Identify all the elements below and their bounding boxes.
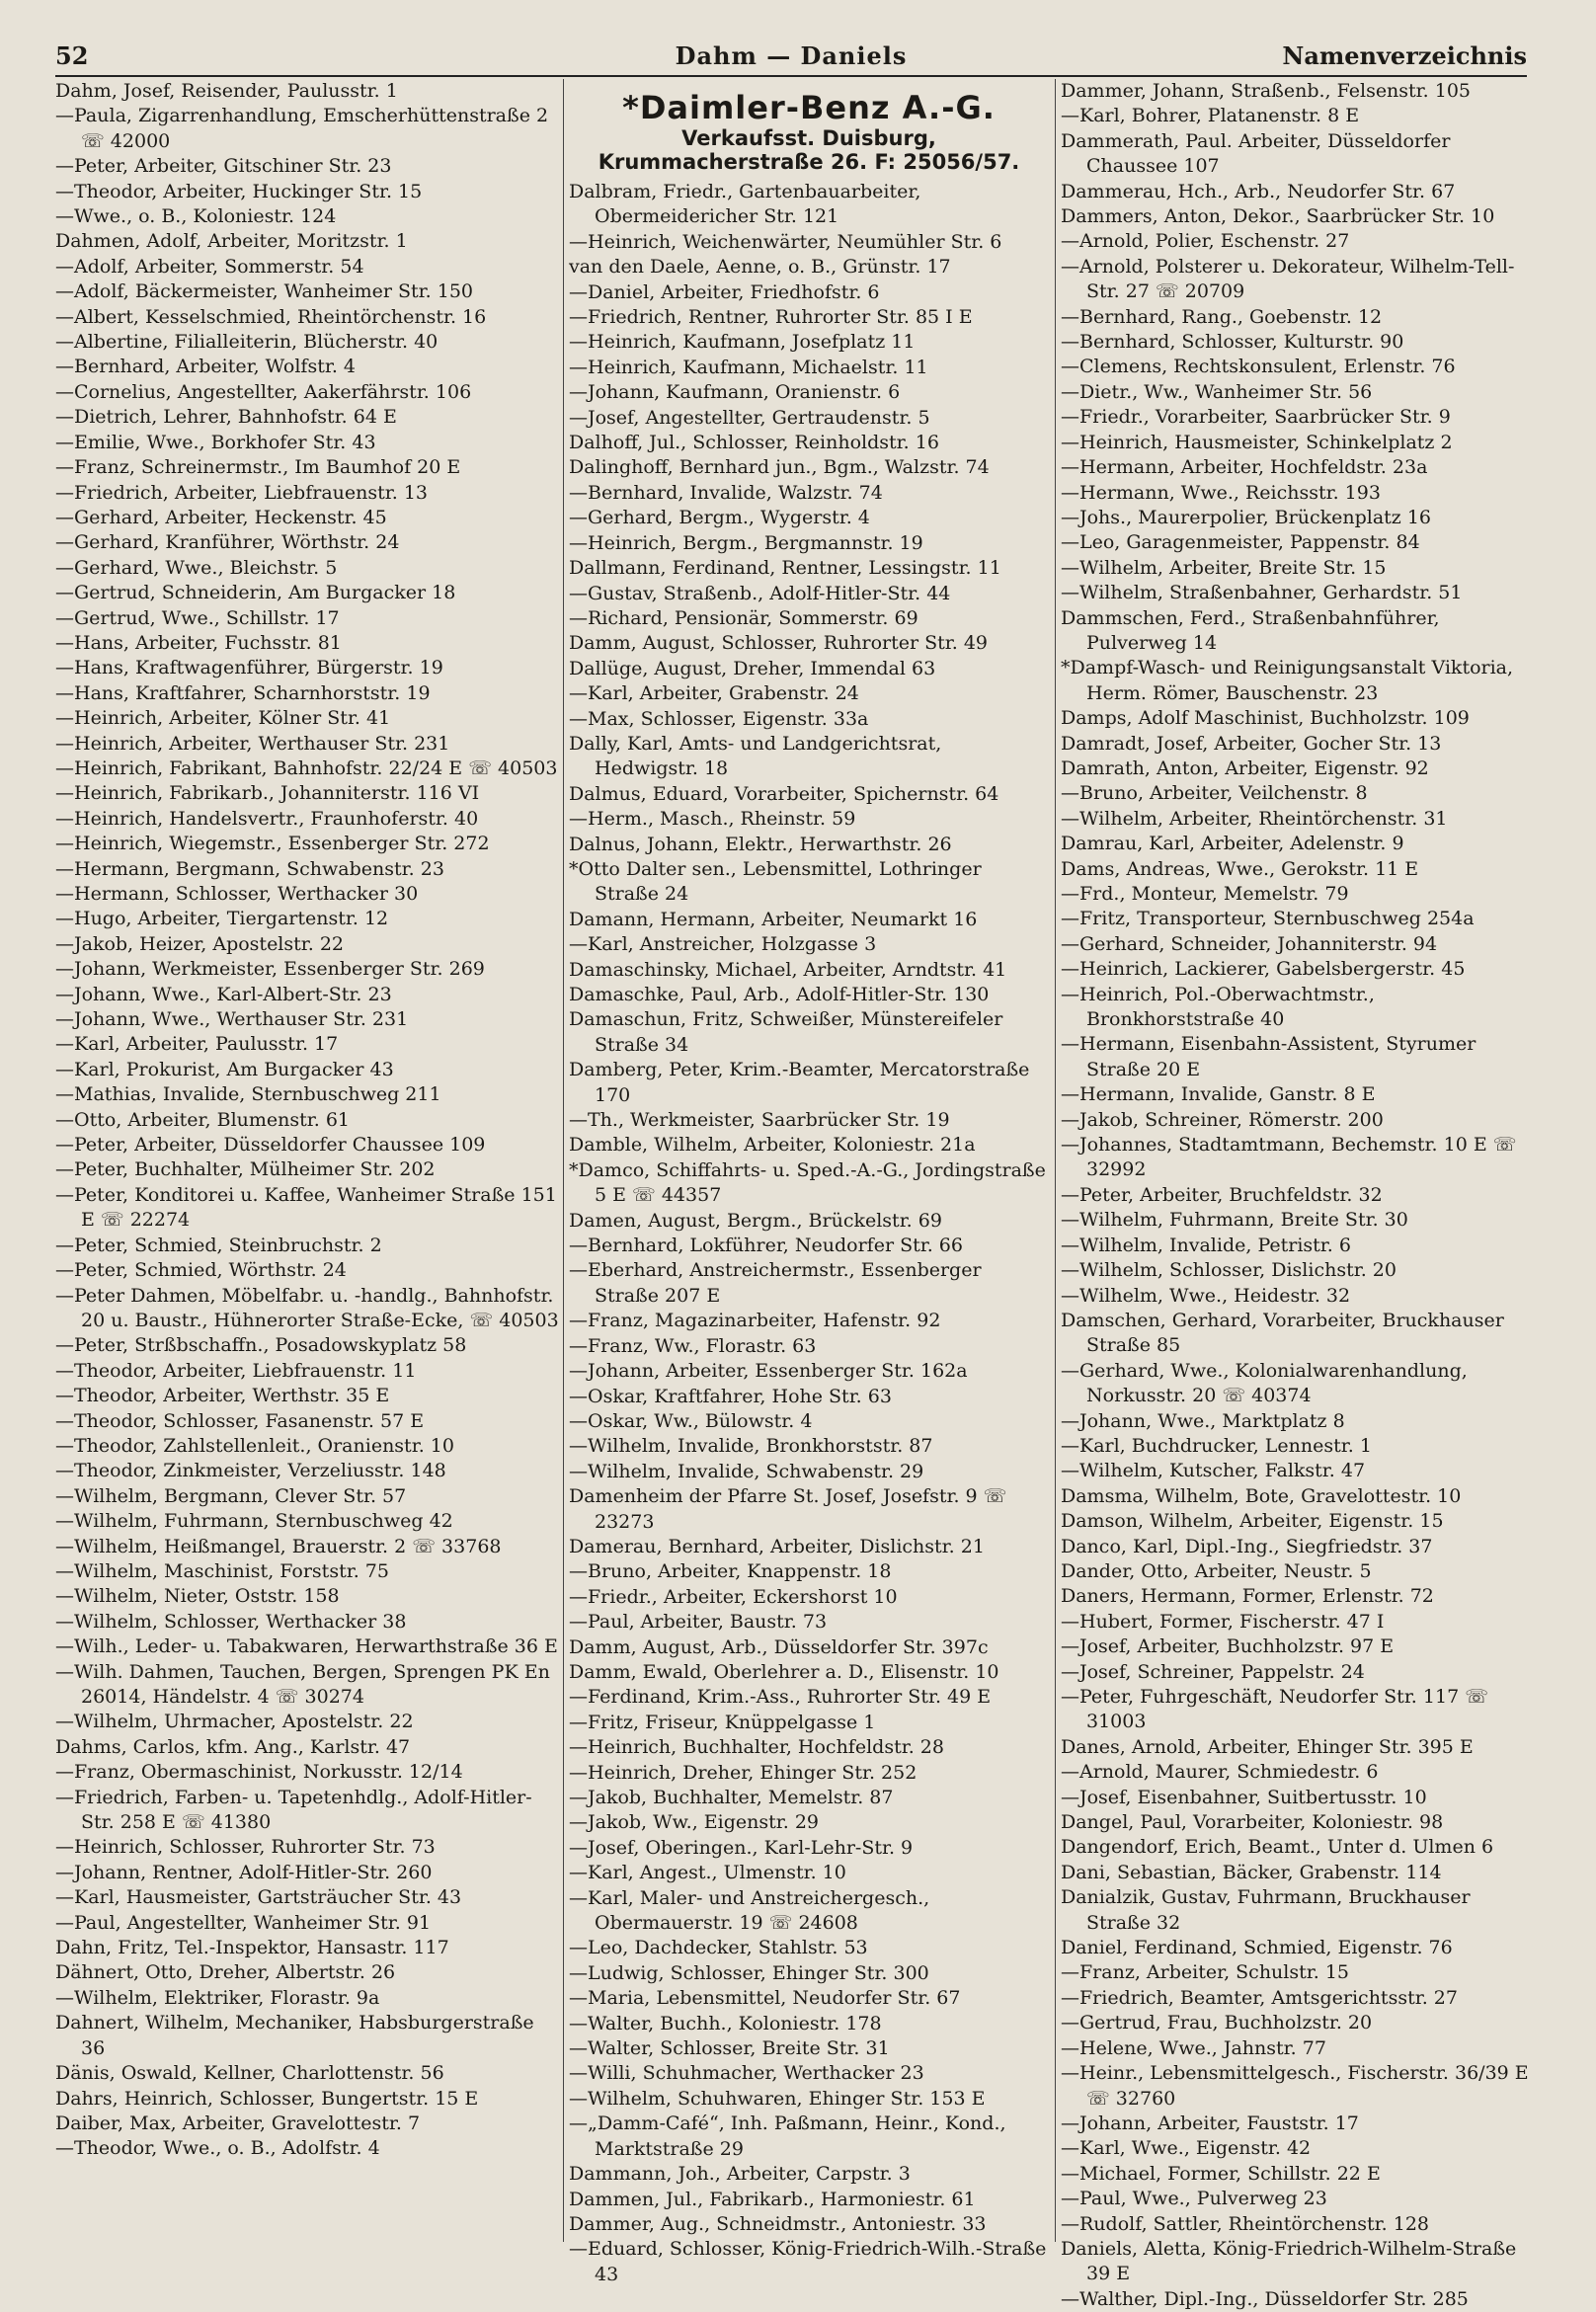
directory-entry: —Friedrich, Beamter, Amtsgerichtsstr. 27: [1061, 1986, 1458, 2009]
directory-entry: —Karl, Prokurist, Am Burgacker 43: [55, 1058, 394, 1080]
directory-entry: Damm, Ewald, Oberlehrer a. D., Elisenstr. 10: [569, 1660, 999, 1683]
directory-entry: —Franz, Arbeiter, Schulstr. 15: [1061, 1961, 1350, 1984]
directory-entry: —Karl, Wwe., Eigenstr. 42: [1061, 2137, 1312, 2160]
directory-entry: —Karl, Hausmeister, Gartsträucher Str. 43: [55, 1886, 462, 1909]
directory-entry: —Gertrud, Wwe., Schillstr. 17: [55, 606, 340, 629]
directory-entry: —Wilhelm, Fuhrmann, Breite Str. 30: [1061, 1209, 1408, 1232]
directory-entry: Damenheim der Pfarre St. Josef, Josefstr. 9 ☏ 23273: [569, 1485, 1007, 1533]
directory-entry: —Franz, Obermaschinist, Norkusstr. 12/14: [55, 1761, 463, 1784]
directory-entry: Damps, Adolf Maschinist, Buchholzstr. 109: [1061, 707, 1470, 730]
ad-address: Verkaufsst. Duisburg, Krummacherstraße 26. F: 25056/57.: [598, 126, 1020, 174]
directory-entry: —Heinrich, Pol.-Oberwachtmstr., Bronkhorststraße 40: [1061, 983, 1375, 1031]
directory-entry: Danco, Karl, Dipl.-Ing., Siegfriedstr. 37: [1061, 1535, 1433, 1557]
directory-entry: —Wilhelm, Arbeiter, Breite Str. 15: [1061, 556, 1387, 579]
directory-entry: —Gertrud, Schneiderin, Am Burgacker 18: [55, 582, 456, 604]
directory-entry: —Wilhelm, Heißmangel, Brauerstr. 2 ☏ 33768: [55, 1535, 502, 1557]
directory-entry: —Hugo, Arbeiter, Tiergartenstr. 12: [55, 908, 389, 930]
directory-entry: —Eberhard, Anstreichermstr., Essenberger Straße 207 E: [569, 1259, 982, 1307]
directory-entry: —Gerhard, Wwe., Kolonialwarenhandlung, Norkusstr. 20 ☏ 40374: [1061, 1359, 1468, 1407]
directory-entry: —Friedrich, Farben- u. Tapetenhdlg., Adolf-Hitler-Str. 258 E ☏ 41380: [55, 1786, 532, 1834]
directory-entry: —Wilhelm, Invalide, Schwabenstr. 29: [569, 1460, 924, 1482]
directory-entry: —Wilhelm, Schlosser, Werthacker 38: [55, 1610, 407, 1633]
directory-entry: —Hermann, Bergmann, Schwabenstr. 23: [55, 857, 444, 880]
directory-entry: —Albert, Kesselschmied, Rheintörchenstr. 16: [55, 305, 487, 328]
directory-entry: —Heinrich, Wiegemstr., Essenberger Str. 272: [55, 833, 490, 855]
directory-entry: Dani, Sebastian, Bäcker, Grabenstr. 114: [1061, 1861, 1442, 1883]
directory-entry: —Wilhelm, Straßenbahner, Gerhardstr. 51: [1061, 582, 1463, 604]
directory-entry: Damrau, Karl, Arbeiter, Adelenstr. 9: [1061, 833, 1404, 855]
directory-entry: —Johann, Rentner, Adolf-Hitler-Str. 260: [55, 1861, 433, 1883]
directory-entry: Damaschun, Fritz, Schweißer, Münstereifeler Straße 34: [569, 1008, 1003, 1056]
directory-entry: Dams, Andreas, Wwe., Gerokstr. 11 E: [1061, 857, 1419, 880]
directory-entry: —Theodor, Arbeiter, Liebfrauenstr. 11: [55, 1359, 417, 1382]
directory-entry: Dammschen, Ferd., Straßenbahnführer, Pulverweg 14: [1061, 606, 1440, 654]
column-2: [569, 79, 1049, 2285]
directory-entry: —Peter, Arbeiter, Düsseldorfer Chaussee 109: [55, 1134, 486, 1156]
directory-entry: —Josef, Angestellter, Gertraudenstr. 5: [569, 406, 930, 429]
ad-company-name: *Daimler-Benz A.-G.: [622, 89, 996, 126]
directory-entry: Damaschinsky, Michael, Arbeiter, Arndtstr. 41: [569, 958, 1007, 981]
directory-entry: —Hermann, Schlosser, Werthacker 30: [55, 883, 419, 905]
directory-entry: —Friedrich, Arbeiter, Liebfrauenstr. 13: [55, 481, 429, 504]
entry-list-2: [569, 180, 1049, 2287]
directory-entry: —Johann, Werkmeister, Essenberger Str. 269: [55, 958, 485, 981]
directory-entry: Dallüge, August, Dreher, Immendal 63: [569, 657, 936, 679]
directory-entry: —Theodor, Wwe., o. B., Adolfstr. 4: [55, 2137, 380, 2160]
directory-entry: —Jakob, Heizer, Apostelstr. 22: [55, 932, 345, 955]
directory-entry: Dammers, Anton, Dekor., Saarbrücker Str. 10: [1061, 205, 1495, 228]
directory-entry: —Karl, Anstreicher, Holzgasse 3: [569, 933, 877, 956]
directory-entry: —Hubert, Former, Fischerstr. 47 I: [1061, 1610, 1385, 1633]
directory-entry: —Richard, Pensionär, Sommerstr. 69: [569, 606, 918, 629]
directory-entry: Dander, Otto, Arbeiter, Neustr. 5: [1061, 1559, 1372, 1582]
directory-entry: Dangel, Paul, Vorarbeiter, Koloniestr. 98: [1061, 1811, 1444, 1834]
directory-entry: Dalbram, Friedr., Gartenbauarbeiter, Obermeidericher Str. 121: [569, 181, 921, 228]
directory-entry: —Hermann, Wwe., Reichsstr. 193: [1061, 481, 1381, 504]
directory-entry: —Fritz, Transporteur, Sternbuschweg 254a: [1061, 908, 1475, 930]
directory-entry: —Franz, Ww., Florastr. 63: [569, 1334, 817, 1357]
directory-entry: —Wilhelm, Bergmann, Clever Str. 57: [55, 1484, 407, 1507]
directory-entry: Dammen, Jul., Fabrikarb., Harmoniestr. 61: [569, 2188, 976, 2210]
directory-entry: —Cornelius, Angestellter, Aakerfährstr. 106: [55, 380, 472, 403]
directory-entry: —Heinrich, Bergm., Bergmannstr. 19: [569, 531, 923, 554]
directory-entry: Daners, Hermann, Former, Erlenstr. 72: [1061, 1585, 1434, 1608]
directory-entry: —Paul, Arbeiter, Baustr. 73: [569, 1611, 828, 1634]
directory-entry: —Mathias, Invalide, Sternbuschweg 211: [55, 1083, 441, 1106]
daimler-benz-advertisement: [569, 89, 1049, 174]
directory-entry: Damschen, Gerhard, Vorarbeiter, Bruckhauser Straße 85: [1061, 1309, 1504, 1357]
directory-entry: Daiber, Max, Arbeiter, Gravelottestr. 7: [55, 2112, 421, 2134]
section-title: Namenverzeichnis: [1282, 41, 1527, 70]
directory-entry: Dähnert, Otto, Dreher, Albertstr. 26: [55, 1961, 396, 1984]
directory-entry: —Peter, Fuhrgeschäft, Neudorfer Str. 117 ☏ 31003: [1061, 1686, 1488, 1733]
directory-entry: —Karl, Arbeiter, Paulusstr. 17: [55, 1033, 339, 1056]
directory-entry: —Daniel, Arbeiter, Friedhofstr. 6: [569, 280, 880, 303]
directory-entry: —Leo, Garagenmeister, Pappenstr. 84: [1061, 531, 1420, 554]
directory-entry: —Gerhard, Bergm., Wygerstr. 4: [569, 507, 870, 529]
directory-entry: —Walther, Dipl.-Ing., Düsseldorfer Str. 285: [1061, 2287, 1469, 2310]
entry-list-3: [1061, 79, 1531, 2312]
directory-entry: —Heinrich, Lackierer, Gabelsbergerstr. 45: [1061, 958, 1466, 981]
directory-entry: Damann, Hermann, Arbeiter, Neumarkt 16: [569, 908, 978, 930]
directory-entry: —Heinrich, Arbeiter, Kölner Str. 41: [55, 707, 391, 730]
directory-entry: —Jakob, Buchhalter, Memelstr. 87: [569, 1787, 894, 1808]
directory-entry: —Johann, Wwe., Werthauser Str. 231: [55, 1008, 409, 1031]
directory-entry: —Wwe., o. B., Koloniestr. 124: [55, 205, 337, 228]
directory-entry: —Hermann, Eisenbahn-Assistent, Styrumer Straße 20 E: [1061, 1033, 1476, 1080]
directory-entry: —Theodor, Arbeiter, Werthstr. 35 E: [55, 1385, 390, 1407]
directory-entry: —Clemens, Rechtskonsulent, Erlenstr. 76: [1061, 356, 1456, 378]
directory-entry: —Peter, Arbeiter, Bruchfeldstr. 32: [1061, 1183, 1383, 1206]
directory-entry: Dahmen, Adolf, Arbeiter, Moritzstr. 1: [55, 230, 408, 253]
directory-entry: —Friedr., Arbeiter, Eckershorst 10: [569, 1585, 898, 1608]
directory-entry: —Leo, Dachdecker, Stahlstr. 53: [569, 1937, 868, 1959]
directory-entry: —Bernhard, Rang., Goebenstr. 12: [1061, 305, 1383, 328]
directory-entry: —Peter, Arbeiter, Gitschiner Str. 23: [55, 155, 392, 178]
directory-entry: —Peter, Schmied, Steinbruchstr. 2: [55, 1234, 382, 1256]
directory-entry: —Karl, Angest., Ulmenstr. 10: [569, 1862, 846, 1884]
directory-entry: —Wilhelm, Schuhwaren, Ehinger Str. 153 E: [569, 2087, 986, 2110]
directory-entry: —Theodor, Zinkmeister, Verzeliusstr. 148: [55, 1460, 446, 1482]
directory-entry: —Jakob, Schreiner, Römerstr. 200: [1061, 1108, 1384, 1131]
directory-entry: —Heinrich, Handelsvertr., Fraunhoferstr. 40: [55, 807, 479, 830]
directory-entry: Dammann, Joh., Arbeiter, Carpstr. 3: [569, 2163, 911, 2186]
directory-entry: —Johann, Arbeiter, Essenberger Str. 162a: [569, 1360, 968, 1383]
directory-entry: —Albertine, Filialleiterin, Blücherstr. 40: [55, 331, 439, 354]
directory-entry: —Hans, Arbeiter, Fuchsstr. 81: [55, 631, 342, 654]
directory-entry: Dalinghoff, Bernhard jun., Bgm., Walzstr. 74: [569, 456, 990, 479]
directory-entry: Daniels, Aletta, König-Friedrich-Wilhelm-Straße 39 E: [1061, 2237, 1517, 2285]
directory-entry: —Adolf, Bäckermeister, Wanheimer Str. 150: [55, 280, 474, 303]
page-header: [55, 36, 1527, 77]
directory-entry: Damradt, Josef, Arbeiter, Gocher Str. 13: [1061, 732, 1442, 755]
directory-entry: Dallmann, Ferdinand, Rentner, Lessingstr. 11: [569, 557, 1001, 580]
directory-entry: *Damco, Schiffahrts- u. Sped.-A.-G., Jordingstraße 5 E ☏ 44357: [569, 1158, 1046, 1207]
directory-entry: Dalmus, Eduard, Vorarbeiter, Spichernstr. 64: [569, 782, 999, 805]
directory-entry: —Paul, Wwe., Pulverweg 23: [1061, 2188, 1327, 2210]
directory-entry: —Oskar, Kraftfahrer, Hohe Str. 63: [569, 1385, 892, 1407]
directory-entry: —Josef, Oberingen., Karl-Lehr-Str. 9: [569, 1836, 914, 1859]
directory-entry: —Franz, Magazinarbeiter, Hafenstr. 92: [569, 1310, 941, 1332]
directory-entry: —Karl, Arbeiter, Grabenstr. 24: [569, 682, 859, 705]
directory-entry: —Paula, Zigarrenhandlung, Emscherhüttenstraße 2 ☏ 42000: [55, 105, 549, 152]
directory-entry: —Josef, Eisenbahner, Suitbertusstr. 10: [1061, 1786, 1427, 1808]
directory-entry: Damson, Wilhelm, Arbeiter, Eigenstr. 15: [1061, 1510, 1444, 1533]
directory-entry: —Heinrich, Kaufmann, Michaelstr. 11: [569, 356, 928, 378]
directory-entry: —Gerhard, Schneider, Johanniterstr. 94: [1061, 932, 1438, 955]
directory-entry: —„Damm-Café“, Inh. Paßmann, Heinr., Kond., Marktstraße 29: [569, 2113, 1006, 2160]
directory-entry: Dahm, Josef, Reisender, Paulusstr. 1: [55, 80, 398, 102]
directory-entry: —Friedr., Vorarbeiter, Saarbrücker Str. 9: [1061, 406, 1451, 429]
directory-entry: —Frd., Monteur, Memelstr. 79: [1061, 883, 1349, 905]
directory-entry: van den Daele, Aenne, o. B., Grünstr. 17: [569, 256, 951, 279]
directory-entry: Dammerau, Hch., Arb., Neudorfer Str. 67: [1061, 180, 1456, 202]
directory-entry: —Heinrich, Fabrikarb., Johanniterstr. 116 VI: [55, 782, 480, 805]
directory-entry: —Hermann, Arbeiter, Hochfeldstr. 23a: [1061, 456, 1428, 479]
directory-entry: —Heinrich, Weichenwärter, Neumühler Str. 6: [569, 230, 1002, 253]
page-number: 52: [55, 41, 89, 70]
directory-entry: —Karl, Buchdrucker, Lennestr. 1: [1061, 1434, 1372, 1457]
directory-entry: —Th., Werkmeister, Saarbrücker Str. 19: [569, 1109, 950, 1132]
directory-entry: Damble, Wilhelm, Arbeiter, Koloniestr. 21a: [569, 1134, 976, 1156]
directory-entry: —Johann, Wwe., Karl-Albert-Str. 23: [55, 983, 392, 1005]
directory-entry: Danes, Arnold, Arbeiter, Ehinger Str. 395 E: [1061, 1735, 1474, 1758]
column-3: [1061, 79, 1531, 2310]
directory-entry: Dammer, Aug., Schneidmstr., Antoniestr. 33: [569, 2212, 987, 2235]
directory-entry: —Heinr., Lebensmittelgesch., Fischerstr. 36/39 E ☏ 32760: [1061, 2062, 1529, 2110]
directory-entry: Dahnert, Wilhelm, Mechaniker, Habsburgerstraße 36: [55, 2012, 534, 2059]
directory-entry: Damaschke, Paul, Arb., Adolf-Hitler-Str. 130: [569, 984, 990, 1005]
directory-entry: —Josef, Arbeiter, Buchholzstr. 97 E: [1061, 1635, 1395, 1658]
directory-entry: —Peter Dahmen, Möbelfabr. u. -handlg., Bahnhofstr. 20 u. Baustr., Hühnerorter Straße-Ecke, ☏ 40503: [55, 1284, 559, 1331]
directory-entry: —Johann, Wwe., Marktplatz 8: [1061, 1409, 1345, 1432]
directory-entry: —Heinrich, Dreher, Ehinger Str. 252: [569, 1761, 918, 1784]
directory-entry: —Emilie, Wwe., Borkhofer Str. 43: [55, 431, 376, 453]
directory-entry: —Wilhelm, Kutscher, Falkstr. 47: [1061, 1460, 1366, 1482]
directory-entry: —Wilhelm, Elektriker, Florastr. 9a: [55, 1986, 380, 2009]
directory-entry: Danialzik, Gustav, Fuhrmann, Bruckhauser Straße 32: [1061, 1886, 1471, 1934]
directory-entry: —Arnold, Polsterer u. Dekorateur, Wilhelm-Tell-Str. 27 ☏ 20709: [1061, 255, 1515, 303]
directory-entry: Damen, August, Bergm., Brückelstr. 69: [569, 1209, 942, 1232]
directory-entry: —Ludwig, Schlosser, Ehinger Str. 300: [569, 1961, 929, 1984]
directory-entry: Damsma, Wilhelm, Bote, Gravelottestr. 10: [1061, 1484, 1462, 1507]
directory-entry: Daniel, Ferdinand, Schmied, Eigenstr. 76: [1061, 1937, 1453, 1959]
directory-entry: —Wilhelm, Invalide, Petristr. 6: [1061, 1234, 1351, 1256]
page-title: Dahm — Daniels: [675, 41, 908, 70]
directory-entry: —Johann, Arbeiter, Fauststr. 17: [1061, 2112, 1359, 2134]
directory-entry: —Ferdinand, Krim.-Ass., Ruhrorter Str. 49 E: [569, 1686, 992, 1709]
directory-entry: —Hans, Kraftfahrer, Scharnhorststr. 19: [55, 681, 431, 704]
directory-entry: —Peter, Schmied, Wörthstr. 24: [55, 1259, 347, 1282]
directory-entry: Damberg, Peter, Krim.-Beamter, Mercatorstraße 170: [569, 1059, 1030, 1106]
directory-entry: —Peter, Buchhalter, Mülheimer Str. 202: [55, 1158, 436, 1181]
directory-entry: —Wilhelm, Wwe., Heidestr. 32: [1061, 1284, 1351, 1307]
directory-entry: —Friedrich, Rentner, Ruhrorter Str. 85 I E: [569, 306, 973, 329]
directory-entry: Damerau, Bernhard, Arbeiter, Dislichstr. 21: [569, 1535, 985, 1557]
directory-entry: —Maria, Lebensmittel, Neudorfer Str. 67: [569, 1987, 961, 2010]
directory-entry: —Wilh., Leder- u. Tabakwaren, Herwarthstraße 36 E: [55, 1635, 558, 1658]
directory-entry: *Dampf-Wasch- und Reinigungsanstalt Viktoria, Herm. Römer, Bauschenstr. 23: [1061, 657, 1514, 704]
directory-entry: Dahn, Fritz, Tel.-Inspektor, Hansastr. 117: [55, 1937, 449, 1959]
directory-entry: —Wilhelm, Invalide, Bronkhorststr. 87: [569, 1435, 933, 1458]
directory-entry: —Bruno, Arbeiter, Knappenstr. 18: [569, 1560, 892, 1583]
directory-entry: Dammerath, Paul. Arbeiter, Düsseldorfer Chaussee 107: [1061, 129, 1451, 178]
directory-entry: —Wilhelm, Schlosser, Dislichstr. 20: [1061, 1259, 1396, 1282]
directory-entry: Dalnus, Johann, Elektr., Herwarthstr. 26: [569, 833, 952, 855]
directory-entry: —Michael, Former, Schillstr. 22 E: [1061, 2162, 1381, 2185]
directory-entry: —Eduard, Schlosser, König-Friedrich-Wilh.-Straße 43: [569, 2238, 1047, 2285]
directory-entry: —Jakob, Ww., Eigenstr. 29: [569, 1811, 820, 1834]
directory-entry: —Heinrich, Buchhalter, Hochfeldstr. 28: [569, 1736, 944, 1759]
directory-entry: —Hans, Kraftwagenführer, Bürgerstr. 19: [55, 657, 443, 679]
directory-entry: Damm, August, Arb., Düsseldorfer Str. 397c: [569, 1635, 989, 1658]
directory-entry: —Paul, Angestellter, Wanheimer Str. 91: [55, 1911, 432, 1934]
directory-entry: —Rudolf, Sattler, Rheintörchenstr. 128: [1061, 2212, 1430, 2235]
directory-entry: —Wilhelm, Uhrmacher, Apostelstr. 22: [55, 1711, 414, 1733]
column-divider: [563, 79, 564, 2242]
directory-entry: —Bruno, Arbeiter, Veilchenstr. 8: [1061, 782, 1368, 805]
directory-entry: —Heinrich, Arbeiter, Werthauser Str. 231: [55, 732, 450, 755]
directory-entry: —Wilhelm, Maschinist, Forststr. 75: [55, 1559, 389, 1582]
directory-entry: —Oskar, Ww., Bülowstr. 4: [569, 1409, 813, 1432]
directory-entry: —Hermann, Invalide, Ganstr. 8 E: [1061, 1083, 1376, 1106]
directory-entry: Dangendorf, Erich, Beamt., Unter d. Ulmen 6: [1061, 1836, 1494, 1859]
directory-entry: —Arnold, Maurer, Schmiedestr. 6: [1061, 1761, 1379, 1784]
directory-entry: —Heinrich, Schlosser, Ruhrorter Str. 73: [55, 1836, 436, 1859]
directory-entry: Damrath, Anton, Arbeiter, Eigenstr. 92: [1061, 757, 1429, 779]
directory-entry: —Heinrich, Hausmeister, Schinkelplatz 2: [1061, 431, 1453, 453]
directory-entry: —Gertrud, Frau, Buchholzstr. 20: [1061, 2012, 1373, 2034]
directory-entry: —Dietr., Ww., Wanheimer Str. 56: [1061, 380, 1373, 403]
directory-entry: —Theodor, Arbeiter, Huckinger Str. 15: [55, 180, 423, 202]
directory-entry: —Gerhard, Wwe., Bleichstr. 5: [55, 556, 338, 579]
directory-entry: —Karl, Maler- und Anstreichergesch., Obermauerstr. 19 ☏ 24608: [569, 1886, 930, 1935]
directory-entry: —Theodor, Schlosser, Fasanenstr. 57 E: [55, 1409, 425, 1432]
directory-entry: —Walter, Buchh., Koloniestr. 178: [569, 2012, 882, 2034]
directory-entry: —Arnold, Polier, Eschenstr. 27: [1061, 230, 1350, 253]
directory-entry: Dally, Karl, Amts- und Landgerichtsrat, Hedwigstr. 18: [569, 732, 942, 780]
directory-entry: —Gustav, Straßenb., Adolf-Hitler-Str. 44: [569, 582, 951, 604]
column-1: [55, 79, 561, 2242]
directory-entry: Dalhoff, Jul., Schlosser, Reinholdstr. 16: [569, 432, 939, 454]
directory-entry: —Josef, Schreiner, Pappelstr. 24: [1061, 1660, 1365, 1683]
directory-entry: —Johannes, Stadtamtmann, Bechemstr. 10 E ☏ 32992: [1061, 1134, 1517, 1181]
directory-entry: —Wilh. Dahmen, Tauchen, Bergen, Sprengen PK En 26014, Händelstr. 4 ☏ 30274: [55, 1660, 550, 1708]
directory-entry: —Wilhelm, Nieter, Oststr. 158: [55, 1585, 340, 1608]
directory-entry: —Wilhelm, Fuhrmann, Sternbuschweg 42: [55, 1510, 453, 1533]
directory-entry: —Walter, Schlosser, Breite Str. 31: [569, 2037, 890, 2060]
directory-entry: Dahms, Carlos, kfm. Ang., Karlstr. 47: [55, 1735, 411, 1758]
column-divider: [1055, 79, 1056, 2242]
directory-entry: Dahrs, Heinrich, Schlosser, Bungertstr. 15 E: [55, 2087, 479, 2110]
directory-entry: —Willi, Schuhmacher, Werthacker 23: [569, 2062, 924, 2085]
directory-entry: —Gerhard, Kranführer, Wörthstr. 24: [55, 531, 400, 554]
directory-entry: —Karl, Bohrer, Platanenstr. 8 E: [1061, 105, 1360, 127]
directory-entry: —Max, Schlosser, Eigenstr. 33a: [569, 707, 869, 730]
directory-entry: Dammer, Johann, Straßenb., Felsenstr. 105: [1061, 80, 1472, 102]
directory-entry: —Bernhard, Schlosser, Kulturstr. 90: [1061, 331, 1404, 354]
directory-entry: —Dietrich, Lehrer, Bahnhofstr. 64 E: [55, 406, 397, 429]
directory-entry: —Bernhard, Lokführer, Neudorfer Str. 66: [569, 1235, 963, 1257]
directory-entry: *Otto Dalter sen., Lebensmittel, Lothringer Straße 24: [569, 857, 982, 906]
directory-entry: —Peter, Konditorei u. Kaffee, Wanheimer Straße 151 E ☏ 22274: [55, 1183, 557, 1232]
directory-entry: —Peter, Strßbschaffn., Posadowskyplatz 58: [55, 1334, 467, 1357]
directory-entry: —Heinrich, Kaufmann, Josefplatz 11: [569, 331, 916, 354]
directory-entry: —Johann, Kaufmann, Oranienstr. 6: [569, 381, 901, 404]
directory-entry: —Bernhard, Invalide, Walzstr. 74: [569, 481, 883, 504]
directory-entry: —Heinrich, Fabrikant, Bahnhofstr. 22/24 E ☏ 40503: [55, 757, 558, 779]
directory-entry: —Bernhard, Arbeiter, Wolfstr. 4: [55, 356, 356, 378]
directory-entry: —Wilhelm, Arbeiter, Rheintörchenstr. 31: [1061, 807, 1448, 830]
directory-entry: —Helene, Wwe., Jahnstr. 77: [1061, 2036, 1326, 2059]
directory-entry: —Herm., Masch., Rheinstr. 59: [569, 808, 856, 831]
directory-entry: —Adolf, Arbeiter, Sommerstr. 54: [55, 255, 364, 278]
directory-entry: —Theodor, Zahlstellenleit., Oranienstr. 10: [55, 1434, 454, 1457]
directory-entry: —Gerhard, Arbeiter, Heckenstr. 45: [55, 506, 387, 528]
directory-entry: Dänis, Oswald, Kellner, Charlottenstr. 56: [55, 2062, 444, 2085]
directory-entry: Damm, August, Schlosser, Ruhrorter Str. 49: [569, 632, 989, 655]
directory-entry: —Johs., Maurerpolier, Brückenplatz 16: [1061, 506, 1432, 528]
entry-list-1: [55, 79, 561, 2162]
directory-entry: —Otto, Arbeiter, Blumenstr. 61: [55, 1108, 351, 1131]
directory-entry: —Fritz, Friseur, Knüppelgasse 1: [569, 1711, 876, 1733]
directory-entry: —Franz, Schreinermstr., Im Baumhof 20 E: [55, 456, 461, 479]
